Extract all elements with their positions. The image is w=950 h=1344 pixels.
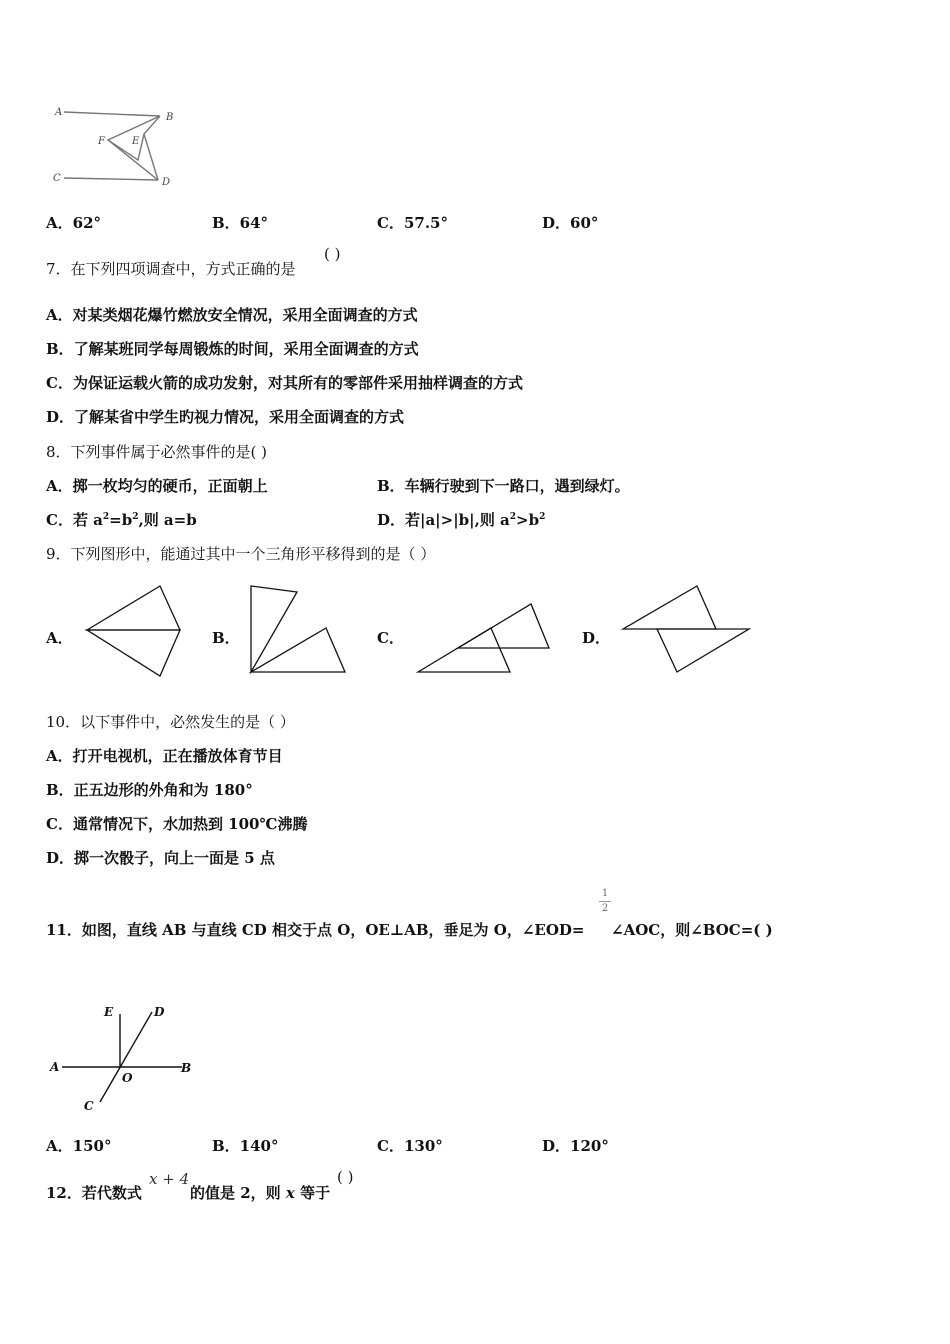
q10-option-c: C．通常情况下，水加热到 100℃沸腾: [46, 815, 308, 833]
q11-option-c: C．130°: [377, 1137, 443, 1155]
q6-option-b: B．64°: [212, 214, 269, 232]
q12-stem-a: 12．若代数式: [46, 1184, 142, 1202]
q12-paren: ( ): [337, 1168, 354, 1186]
q10-option-d: D．掷一次骰子，向上一面是 5 点: [46, 849, 275, 867]
q8-option-b: B．车辆行驶到下一路口，遇到绿灯。: [377, 477, 630, 495]
q9-stem: 9．下列图形中，能通过其中一个三角形平移得到的是（ ）: [46, 545, 436, 563]
q8-stem: 8．下列事件属于必然事件的是( ): [46, 443, 268, 461]
q11-stem-a: 11．如图，直线 AB 与直线 CD 相交于点 O，OE⊥AB，垂足为 O，∠EOD=: [46, 921, 585, 939]
label-d: D: [162, 177, 171, 188]
q10-option-b: B．正五边形的外角和为 180°: [46, 781, 253, 799]
line-ab: [64, 112, 160, 116]
q11-stem-b: ∠AOC，则∠BOC=( ): [611, 921, 773, 939]
q9-fig-a-tri1: [87, 586, 180, 630]
q10-stem: 10．以下事件中，必然发生的是（ ）: [46, 713, 295, 731]
label-f: F: [98, 136, 105, 147]
q6-option-c: C．57.5°: [377, 214, 448, 232]
label-b: B: [166, 112, 174, 123]
q11-frac-den: 2: [601, 903, 609, 914]
q9-fig-d-tri1: [623, 586, 716, 629]
q7-option-d: D．了解某省中学生旳视力情况，采用全面调查的方式: [46, 408, 405, 426]
q9-fig-b-tri2: [251, 628, 345, 672]
label-c: C: [84, 1099, 94, 1113]
q6-option-d: D．60°: [542, 214, 599, 232]
label-e: E: [104, 1005, 114, 1019]
q9-option-c-label: C．: [377, 629, 404, 647]
q7-option-b: B．了解某班同学每周锻炼的时间，采用全面调查的方式: [46, 340, 419, 358]
q6-option-a: A．62°: [46, 214, 102, 232]
label-a: A: [55, 107, 63, 118]
q11-option-b: B．140°: [212, 1137, 279, 1155]
q8-option-c: C．若 $a^2=b^2$,则 a=b: [46, 511, 197, 529]
q9-option-b-label: B．: [212, 629, 240, 647]
q7-option-c: C．为保证运载火箭的成功发射，对其所有的零部件采用抽样调查的方式: [46, 374, 523, 392]
q9-option-d-label: D．: [582, 629, 611, 647]
line-cd: [64, 178, 158, 180]
q10-option-a: A．打开电视机，正在播放体育节目: [46, 747, 283, 765]
q9-fig-c-tri2: [418, 628, 510, 672]
q12-variable: x: [285, 1184, 295, 1202]
q7-stem: 7．在下列四项调查中，方式正确的是: [46, 260, 296, 278]
label-e: E: [132, 136, 140, 147]
q9-fig-c-tri1: [458, 604, 549, 648]
q9-figures: [0, 578, 950, 688]
label-d: D: [154, 1005, 165, 1019]
q11-option-a: A．150°: [46, 1137, 112, 1155]
line-cd: [100, 1012, 152, 1102]
q9-fig-a-tri2: [87, 630, 180, 676]
q12-stem-b: 的值是 2，则 x 等于: [190, 1184, 331, 1202]
line-ed: [144, 134, 158, 180]
label-c: C: [53, 173, 61, 184]
figure-q11: [44, 1000, 204, 1120]
q9-fig-d-tri2: [657, 629, 749, 672]
q7-option-a: A．对某类烟花爆竹燃放安全情况，采用全面调查的方式: [46, 306, 418, 324]
q11-fraction: [599, 888, 611, 915]
q8-option-a: A．掷一枚均匀的硬币，正面朝上: [46, 477, 268, 495]
label-o: O: [122, 1071, 133, 1085]
label-a: A: [50, 1060, 60, 1074]
q12-expression: x + 4: [149, 1170, 190, 1188]
q11-frac-num: 1: [601, 888, 609, 899]
q7-paren: ( ): [324, 245, 341, 263]
figure-q6: [48, 104, 188, 194]
q8-option-d: D．若|a|>|b|,则 $a^2>b^2$: [377, 511, 546, 529]
q11-option-d: D．120°: [542, 1137, 609, 1155]
label-b: B: [181, 1061, 192, 1075]
q9-option-a-label: A．: [46, 629, 73, 647]
q11-frac-bar: [599, 901, 611, 902]
